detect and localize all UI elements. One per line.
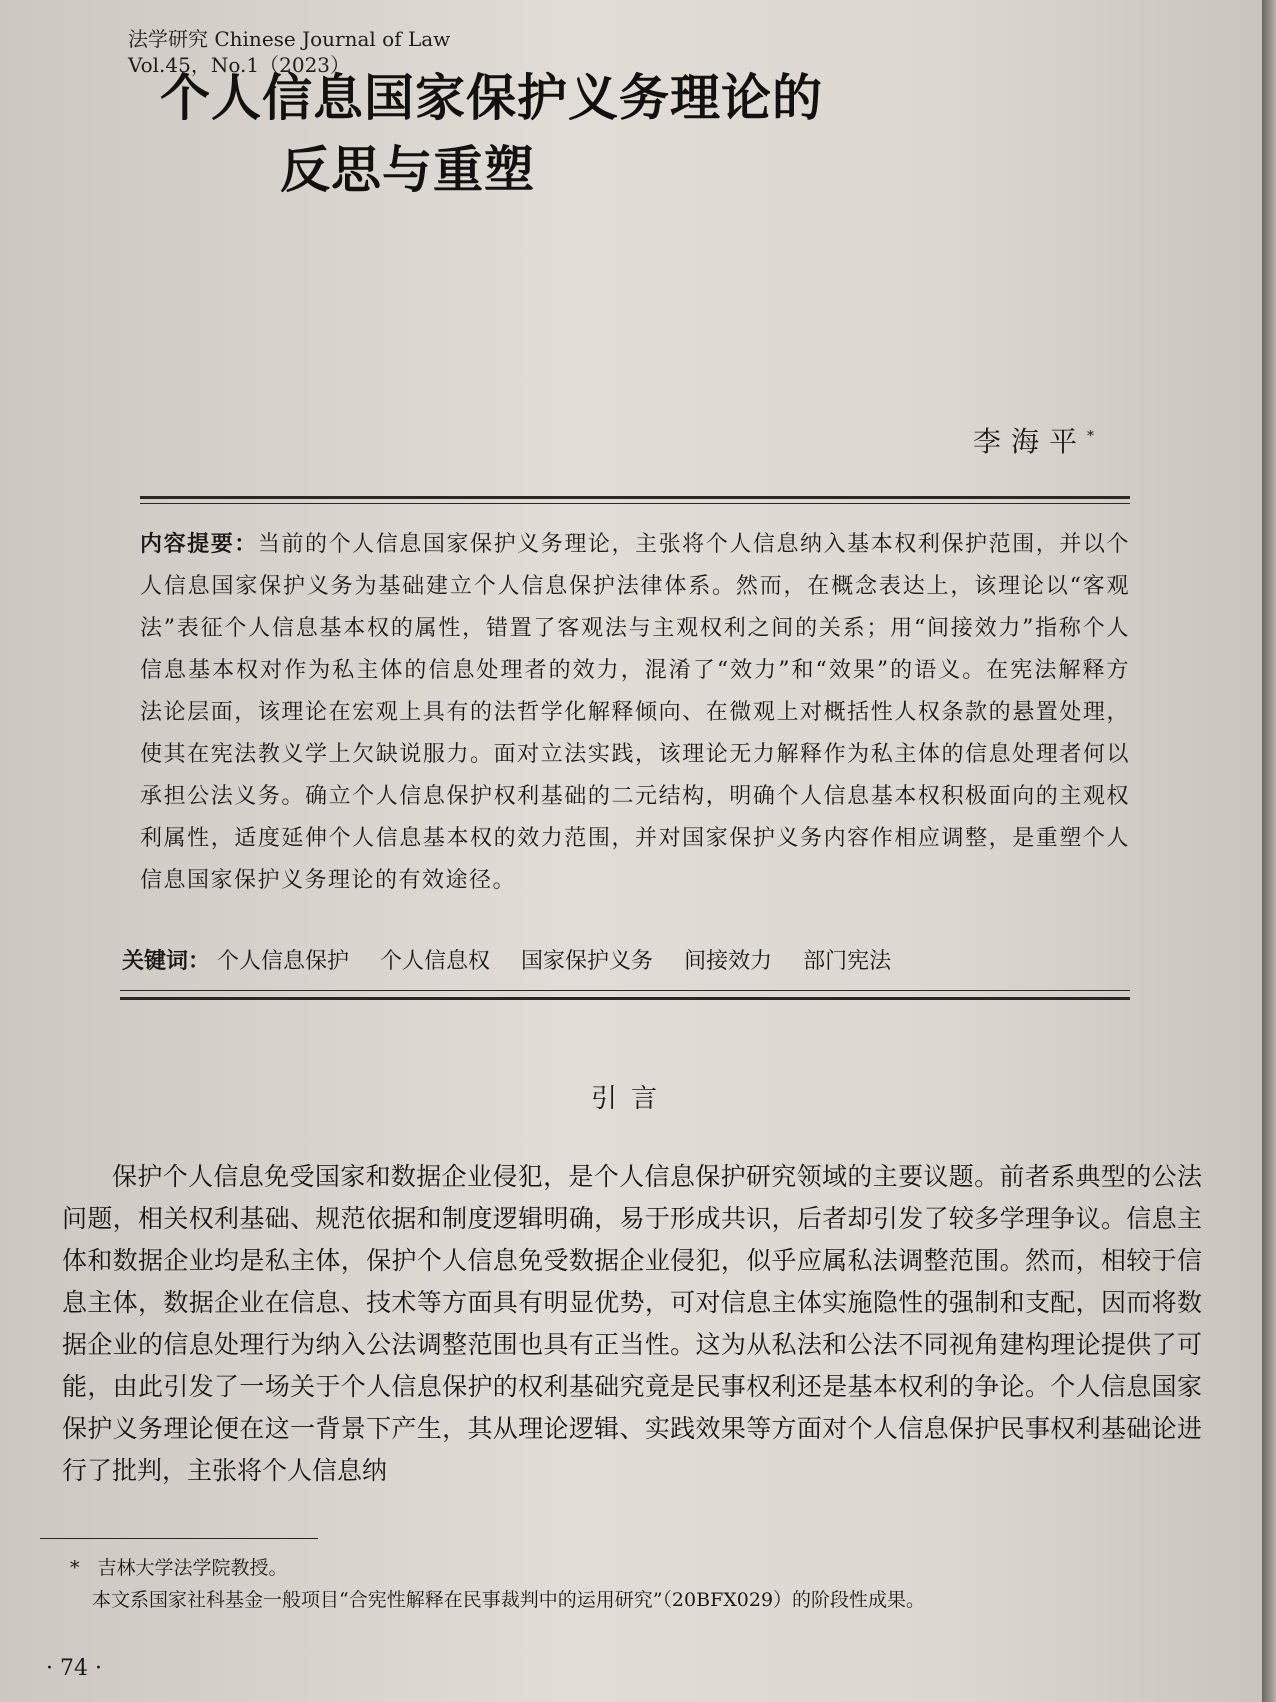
- author-text: 李海平: [972, 425, 1087, 458]
- keyword-item: 个人信息保护: [217, 949, 350, 974]
- abstract-bottom-rule: [120, 997, 1130, 1000]
- section-heading: 引言: [590, 1084, 671, 1114]
- body-paragraph: 保护个人信息免受国家和数据企业侵犯，是个人信息保护研究领域的主要议题。前者系典型的公法问题，相关权利基础、规范依据和制度逻辑明确，易于形成共识，后者却引发了较多学理争议。信息主体和数据企业均是私主体，保护个人信息免受数据企业侵犯，似乎应属私法调整范围。然而，相较于信息主体，数据企业在信息、技术等方面具有明显优势，可对信息主体实施隐性的强制和支配，因而将数据企业的信息处理行为纳入公法调整范围也具有正当性。这为从私法和公法不同视角建构理论提供了可能，由此引发了一场关于个人信息保护的权利基础究竟是民事权利还是基本权利的争论。个人信息国家保护义务理论便在这一背景下产生，其从理论逻辑、实践效果等方面对个人信息保护民事权利基础论进行了批判，主张将个人信息纳: [62, 1162, 1202, 1485]
- abstract-top-rule: [140, 496, 1130, 499]
- title-line-2: 反思与重塑: [280, 141, 535, 199]
- footnote-line-1: [70, 1552, 1170, 1584]
- page-number: · 74 ·: [46, 1656, 102, 1681]
- book-spine-edge: [1262, 0, 1276, 1702]
- keywords: [122, 944, 915, 975]
- abstract: [140, 524, 1130, 902]
- footnote-rule: [40, 1538, 318, 1539]
- title-line-1: 个人信息国家保护义务理论的: [160, 69, 823, 127]
- author-footnote-marker: *: [1087, 428, 1094, 445]
- keyword-item: 国家保护义务: [521, 949, 654, 974]
- article-title: [160, 62, 1060, 206]
- journal-volume: Vol.45，No.1（2023）: [128, 53, 351, 77]
- abstract-top-rule-thin: [140, 503, 1130, 504]
- keyword-item: 个人信息权: [380, 949, 491, 974]
- author-name: [973, 420, 1094, 460]
- abstract-label: 内容提要：: [140, 532, 258, 557]
- body-text: [62, 1156, 1202, 1492]
- keywords-label: 关键词：: [122, 949, 211, 974]
- journal-name: 法学研究 Chinese Journal of Law: [128, 27, 451, 51]
- abstract-text: 当前的个人信息国家保护义务理论，主张将个人信息纳入基本权利保护范围，并以个人信息国家保护义务为基础建立个人信息保护法律体系。然而，在概念表达上，该理论以“客观法”表征个人信息基本权的属性，错置了客观法与主观权利之间的关系；用“间接效力”指称个人信息基本权对作为私主体的信息处理者的效力，混淆了“效力”和“效果”的语义。在宪法解释方法论层面，该理论在宏观上具有的法哲学化解释倾向、在微观上对概括性人权条款的悬置处理，使其在宪法教义学上欠缺说服力。面对立法实践，该理论无力解释作为私主体的信息处理者何以承担公法义务。确立个人信息保护权利基础的二元结构，明确个人信息基本权积极面向的主观权利属性，适度延伸个人信息基本权的效力范围，并对国家保护义务内容作相应调整，是重塑个人信息国家保护义务理论的有效途径。: [140, 532, 1130, 893]
- footnote-line-2: 本文系国家社科基金一般项目“合宪性解释在民事裁判中的运用研究”（20BFX029）的阶段性成果。: [92, 1589, 926, 1611]
- footnote-marker: *: [70, 1557, 80, 1579]
- footnote-affiliation: 吉林大学法学院教授。: [97, 1557, 288, 1579]
- footnote: [70, 1552, 1170, 1616]
- keyword-item: 部门宪法: [803, 949, 892, 974]
- abstract-bottom-rule-thin: [120, 990, 1130, 991]
- keyword-item: 间接效力: [684, 949, 773, 974]
